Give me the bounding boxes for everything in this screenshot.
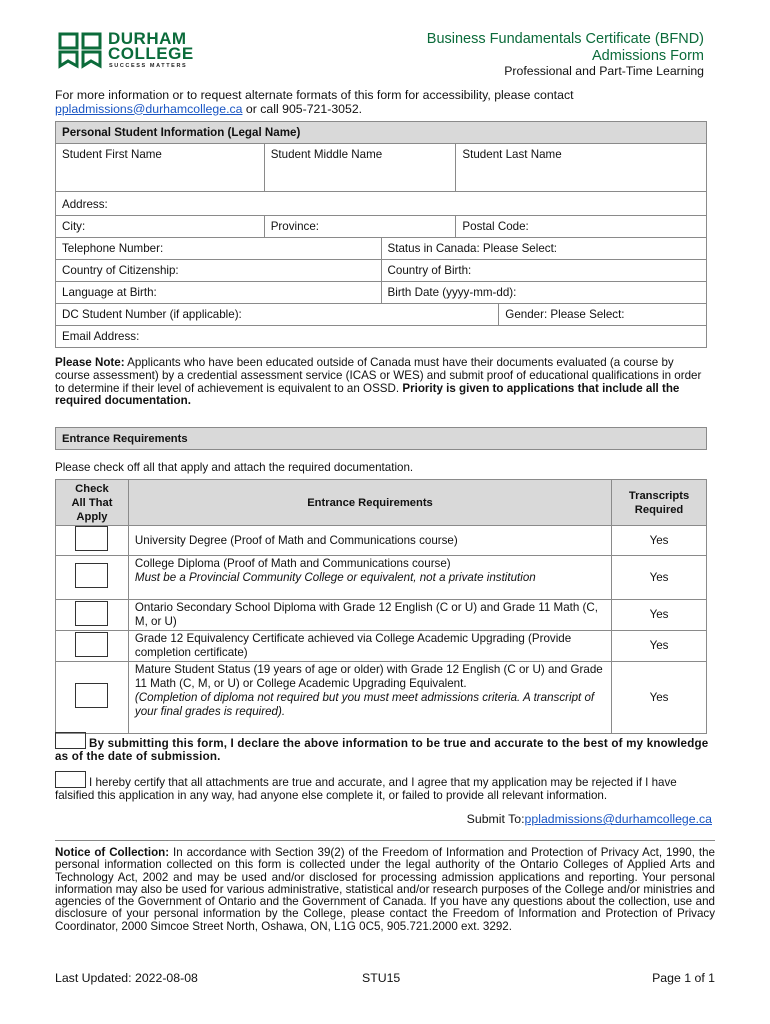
table-row <box>56 662 707 734</box>
address-field[interactable]: Address: <box>56 192 707 216</box>
notice-of-collection <box>55 840 715 933</box>
submit-email-link[interactable]: ppladmissions@durhamcollege.ca <box>524 812 712 826</box>
col-trans-line1: Transcripts <box>628 489 690 502</box>
personal-info-table <box>55 121 707 348</box>
intro-after: or call 905-721-3052. <box>242 101 363 116</box>
col-requirements-header: Entrance Requirements <box>128 480 611 526</box>
requirement-note: (Completion of diploma not required but you must meet admissions criteria. A transcript of your final grades is required). <box>134 691 595 718</box>
table-row <box>56 526 707 556</box>
status-in-canada-select[interactable]: Status in Canada: Please Select: <box>381 238 706 260</box>
middle-name-field[interactable]: Student Middle Name <box>264 144 456 192</box>
requirement-text: College Diploma (Proof of Math and Communications course) <box>134 557 451 570</box>
durham-college-logo <box>58 30 228 72</box>
last-name-field[interactable]: Student Last Name <box>456 144 707 192</box>
declaration <box>55 732 715 763</box>
logo-line1: DURHAM <box>108 29 187 48</box>
notice-label: Notice of Collection: <box>55 846 170 859</box>
requirement-text: Ontario Secondary School Diploma with Grade 12 English (C or U) and Grade 11 Math (C, M, or U) <box>128 600 611 631</box>
postal-code-field[interactable]: Postal Code: <box>456 216 707 238</box>
entrance-instruction: Please check off all that apply and attach the required documentation. <box>55 461 414 474</box>
requirements-table <box>55 479 707 734</box>
form-title-line2: Admissions Form <box>592 48 704 64</box>
table-row <box>56 556 707 600</box>
note-priority: Priority is given to applications that include all the required documentation. <box>55 381 680 408</box>
requirement-checkbox-3[interactable] <box>75 601 108 626</box>
personal-info-heading: Personal Student Information (Legal Name) <box>56 122 707 144</box>
note-text: Applicants who have been educated outside of Canada must have their documents evaluated (a course by course assessment) by a credential assessment service (ICAS or WES) and submit proof of educational qualifications in order to determine if their level of achievement is equivalent to an OSSD. <box>55 356 702 395</box>
intro-before: For more information or to request alternate formats of this form for accessibility, please contact <box>55 88 574 102</box>
requirement-cell <box>128 662 611 734</box>
transcript-required: Yes <box>612 556 707 600</box>
dc-student-number-field[interactable]: DC Student Number (if applicable): <box>56 304 499 326</box>
requirement-checkbox-1[interactable] <box>75 526 108 551</box>
form-title-line1: Business Fundamentals Certificate (BFND) <box>426 31 704 47</box>
requirement-checkbox-5[interactable] <box>75 683 108 708</box>
certify-text: I hereby certify that all attachments are true and accurate, and I agree that my application may be rejected if I have falsified this application in any way, had anyone else complete it, or failed to provide all relevant information. <box>55 776 677 802</box>
citizenship-field[interactable]: Country of Citizenship: <box>56 260 382 282</box>
form-code: STU15 <box>362 971 401 985</box>
col-check-header <box>56 480 129 526</box>
notice-text: In accordance with Section 39(2) of the Freedom of Information and Protection of Privacy Act, 1990, the personal information collected on this form is collected under the legal authority of the Ontario Colleges of Applied Arts and Technology Act, 2002 and may be used and/or disclosed for processing admission applications and reporting. Your personal information may also be used for various administrative, statistical and/or research purposes of the College and/or ministries and agencies of the Government of Ontario and the Government of Canada. If you have any questions about the collection, use and disclosure of your personal information by the College, please contact the Freedom of Information and Protection of Privacy Coordinator, 2000 Simcoe Street North, Oshawa, ON, L1G 0C5, 905.721.2000 ext. 3292. <box>55 846 715 933</box>
please-note <box>55 357 710 408</box>
transcript-required: Yes <box>612 526 707 556</box>
col-check-line2: All That <box>71 496 113 509</box>
college-emblem-icon <box>58 32 102 70</box>
requirement-text: University Degree (Proof of Math and Communications course) <box>128 526 611 556</box>
certification <box>55 771 715 802</box>
col-check-line3: Apply <box>76 510 108 523</box>
declaration-checkbox[interactable] <box>55 732 86 749</box>
logo-line2: COLLEGE <box>108 44 194 63</box>
table-row <box>56 600 707 631</box>
entrance-heading: Entrance Requirements <box>56 428 707 450</box>
form-title <box>427 31 704 65</box>
submit-label: Submit To: <box>466 812 525 826</box>
table-row <box>56 631 707 662</box>
col-transcripts-header <box>612 480 707 526</box>
submit-to <box>467 812 712 826</box>
contact-email-link[interactable]: ppladmissions@durhamcollege.ca <box>55 101 243 116</box>
requirement-note: Must be a Provincial Community College or equivalent, not a private institution <box>134 571 536 584</box>
page-number: Page 1 of 1 <box>652 971 715 985</box>
gender-select[interactable]: Gender: Please Select: <box>499 304 707 326</box>
col-check-line1: Check <box>75 482 109 495</box>
certify-checkbox[interactable] <box>55 771 86 788</box>
requirement-text: Mature Student Status (19 years of age or older) with Grade 12 English (C or U) and Grade 11 Math (C, M, or U) or College Academic Upgrading Equivalent. <box>134 663 603 690</box>
city-field[interactable]: City: <box>56 216 265 238</box>
requirement-checkbox-4[interactable] <box>75 632 108 657</box>
col-trans-line2: Required <box>634 503 684 516</box>
intro-text <box>55 89 715 116</box>
entrance-heading-table <box>55 427 707 450</box>
first-name-field[interactable]: Student First Name <box>56 144 265 192</box>
logo-tagline: SUCCESS MATTERS <box>109 63 188 69</box>
form-subtitle: Professional and Part-Time Learning <box>504 64 704 78</box>
declaration-text: By submitting this form, I declare the above information to be true and accurate to the best of my knowledge as of the date of submission. <box>55 737 709 763</box>
transcript-required: Yes <box>612 600 707 631</box>
transcript-required: Yes <box>612 631 707 662</box>
requirement-cell <box>128 556 611 600</box>
email-field[interactable]: Email Address: <box>56 326 707 348</box>
last-updated: Last Updated: 2022-08-08 <box>55 971 198 985</box>
birth-date-field[interactable]: Birth Date (yyyy-mm-dd): <box>381 282 706 304</box>
requirement-text: Grade 12 Equivalency Certificate achieved via College Academic Upgrading (Provide completion certificate) <box>128 631 611 662</box>
transcript-required: Yes <box>612 662 707 734</box>
note-label: Please Note: <box>55 356 125 369</box>
requirement-checkbox-2[interactable] <box>75 563 108 588</box>
language-field[interactable]: Language at Birth: <box>56 282 382 304</box>
telephone-field[interactable]: Telephone Number: <box>56 238 382 260</box>
province-field[interactable]: Province: <box>264 216 456 238</box>
birth-country-field[interactable]: Country of Birth: <box>381 260 706 282</box>
